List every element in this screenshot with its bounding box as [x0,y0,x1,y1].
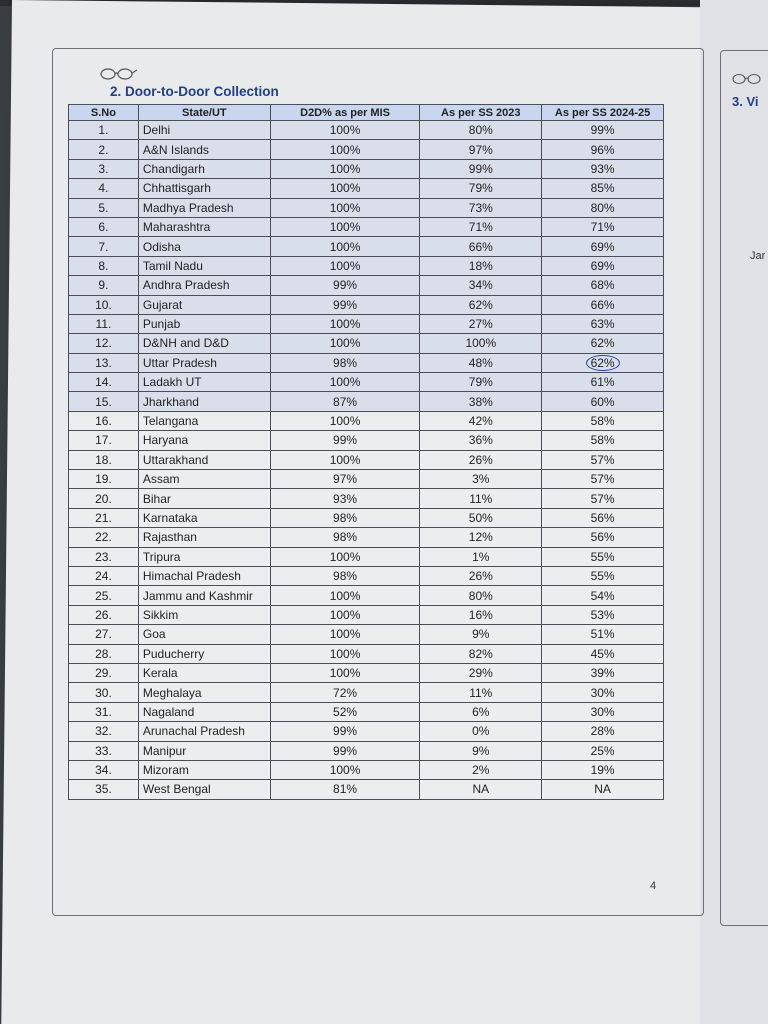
serial-number-cell: 13. [69,353,139,372]
table-row [69,780,664,799]
state-name-cell: Mizoram [138,760,270,779]
mis-percent-cell: 93% [270,489,420,508]
table-row [69,470,664,489]
table-row [69,411,664,430]
adjacent-section-title: 3. Vi [732,94,759,109]
ss2024-percent-cell: 63% [542,314,664,333]
ss2024-percent-cell: 25% [542,741,664,760]
ss2023-percent-cell: 38% [420,392,542,411]
mis-percent-cell: 100% [270,605,420,624]
ss2023-percent-cell: 66% [420,237,542,256]
table-row [69,276,664,295]
table-row [69,722,664,741]
ss2023-percent-cell: NA [420,780,542,799]
state-name-cell: Goa [138,625,270,644]
table-row [69,217,664,236]
ss2024-percent-cell: 57% [542,470,664,489]
state-name-cell: Manipur [138,741,270,760]
serial-number-cell: 22. [69,528,139,547]
mis-percent-cell: 100% [270,159,420,178]
serial-number-cell: 3. [69,159,139,178]
serial-number-cell: 35. [69,780,139,799]
serial-number-cell: 20. [69,489,139,508]
ss2023-percent-cell: 29% [420,663,542,682]
mis-percent-cell: 100% [270,140,420,159]
table-row [69,121,664,140]
mis-percent-cell: 100% [270,217,420,236]
table-row [69,528,664,547]
ss2023-percent-cell: 71% [420,217,542,236]
state-name-cell: Chandigarh [138,159,270,178]
mis-percent-cell: 99% [270,722,420,741]
ss2024-percent-cell: 19% [542,760,664,779]
ss2023-percent-cell: 18% [420,256,542,275]
state-name-cell: Chhattisgarh [138,179,270,198]
table-row [69,431,664,450]
ss2023-percent-cell: 80% [420,121,542,140]
state-name-cell: Maharashtra [138,217,270,236]
state-name-cell: Andhra Pradesh [138,276,270,295]
table-row [69,702,664,721]
serial-number-cell: 21. [69,508,139,527]
serial-number-cell: 17. [69,431,139,450]
state-name-cell: D&NH and D&D [138,334,270,353]
ss2024-percent-cell: 56% [542,508,664,527]
ss2024-percent-cell: 30% [542,683,664,702]
glasses-icon [730,72,766,86]
serial-number-cell: 34. [69,760,139,779]
table-row [69,392,664,411]
mis-percent-cell: 52% [270,702,420,721]
serial-number-cell: 15. [69,392,139,411]
column-header: As per SS 2023 [420,105,542,121]
serial-number-cell: 24. [69,566,139,585]
ss2023-percent-cell: 26% [420,450,542,469]
state-name-cell: Rajasthan [138,528,270,547]
state-name-cell: Karnataka [138,508,270,527]
ss2023-percent-cell: 62% [420,295,542,314]
ss2023-percent-cell: 9% [420,625,542,644]
state-name-cell: Meghalaya [138,683,270,702]
serial-number-cell: 2. [69,140,139,159]
serial-number-cell: 26. [69,605,139,624]
mis-percent-cell: 99% [270,276,420,295]
serial-number-cell: 27. [69,625,139,644]
table-row [69,159,664,178]
ss2023-percent-cell: 6% [420,702,542,721]
serial-number-cell: 5. [69,198,139,217]
mis-percent-cell: 100% [270,198,420,217]
mis-percent-cell: 99% [270,295,420,314]
state-name-cell: Nagaland [138,702,270,721]
ss2024-percent-cell: 93% [542,159,664,178]
table-body [69,121,664,800]
ss2024-percent-cell: 53% [542,605,664,624]
state-name-cell: Himachal Pradesh [138,566,270,585]
table-row [69,625,664,644]
ss2023-percent-cell: 9% [420,741,542,760]
adjacent-page-frame [720,50,768,926]
column-header: State/UT [138,105,270,121]
table-row [69,683,664,702]
ss2024-percent-cell: 55% [542,547,664,566]
hand-drawn-circle: 62% [586,355,620,371]
mis-percent-cell: 99% [270,431,420,450]
ss2023-percent-cell: 11% [420,683,542,702]
ss2023-percent-cell: 79% [420,179,542,198]
table-row [69,605,664,624]
ss2024-percent-cell: 57% [542,489,664,508]
ss2024-percent-cell: 80% [542,198,664,217]
table-row [69,256,664,275]
ss2024-percent-cell: 55% [542,566,664,585]
ss2024-percent-cell: 66% [542,295,664,314]
state-name-cell: Delhi [138,121,270,140]
mis-percent-cell: 100% [270,121,420,140]
state-name-cell: Puducherry [138,644,270,663]
serial-number-cell: 29. [69,663,139,682]
mis-percent-cell: 100% [270,547,420,566]
table-header-row [69,105,664,121]
ss2023-percent-cell: 0% [420,722,542,741]
serial-number-cell: 12. [69,334,139,353]
ss2024-percent-cell: 56% [542,528,664,547]
mis-percent-cell: 72% [270,683,420,702]
ss2024-percent-cell: 85% [542,179,664,198]
ss2023-percent-cell: 26% [420,566,542,585]
ss2023-percent-cell: 73% [420,198,542,217]
table-row [69,566,664,585]
state-name-cell: Tamil Nadu [138,256,270,275]
serial-number-cell: 31. [69,702,139,721]
ss2023-percent-cell: 11% [420,489,542,508]
ss2023-percent-cell: 80% [420,586,542,605]
ss2024-percent-cell: 58% [542,411,664,430]
serial-number-cell: 8. [69,256,139,275]
ss2024-percent-cell: 60% [542,392,664,411]
ss2023-percent-cell: 50% [420,508,542,527]
ss2023-percent-cell: 99% [420,159,542,178]
table-row [69,314,664,333]
table-row [69,353,664,372]
table-row [69,760,664,779]
state-name-cell: Ladakh UT [138,373,270,392]
table-row [69,373,664,392]
mis-percent-cell: 100% [270,760,420,779]
state-name-cell: Sikkim [138,605,270,624]
serial-number-cell: 33. [69,741,139,760]
ss2023-percent-cell: 27% [420,314,542,333]
serial-number-cell: 32. [69,722,139,741]
state-name-cell: Punjab [138,314,270,333]
table-row [69,179,664,198]
state-name-cell: Uttar Pradesh [138,353,270,372]
mis-percent-cell: 98% [270,566,420,585]
serial-number-cell: 18. [69,450,139,469]
d2d-table [68,104,664,800]
serial-number-cell: 19. [69,470,139,489]
table-row [69,508,664,527]
table-row [69,586,664,605]
mis-percent-cell: 100% [270,237,420,256]
ss2024-percent-cell [542,353,664,372]
ss2024-percent-cell: 99% [542,121,664,140]
ss2023-percent-cell: 48% [420,353,542,372]
column-header: D2D% as per MIS [270,105,420,121]
state-name-cell: Telangana [138,411,270,430]
mis-percent-cell: 98% [270,353,420,372]
ss2024-percent-cell: 28% [542,722,664,741]
ss2023-percent-cell: 1% [420,547,542,566]
mis-percent-cell: 97% [270,470,420,489]
ss2024-percent-cell: 39% [542,663,664,682]
mis-percent-cell: 100% [270,256,420,275]
mis-percent-cell: 100% [270,663,420,682]
serial-number-cell: 14. [69,373,139,392]
adjacent-text-snippet: Jar [750,250,766,262]
mis-percent-cell: 81% [270,780,420,799]
ss2023-percent-cell: 34% [420,276,542,295]
ss2023-percent-cell: 79% [420,373,542,392]
ss2024-percent-cell: 69% [542,256,664,275]
mis-percent-cell: 100% [270,411,420,430]
table-row [69,450,664,469]
ss2024-percent-cell: 61% [542,373,664,392]
ss2024-percent-cell: 54% [542,586,664,605]
ss2024-percent-cell: 58% [542,431,664,450]
page-number: 4 [650,880,657,892]
table-row [69,489,664,508]
table-row [69,237,664,256]
ss2024-percent-cell: 68% [542,276,664,295]
table-row [69,547,664,566]
state-name-cell: Arunachal Pradesh [138,722,270,741]
table-row [69,644,664,663]
column-header: S.No [69,105,139,121]
table-row [69,140,664,159]
state-name-cell: West Bengal [138,780,270,799]
state-name-cell: Madhya Pradesh [138,198,270,217]
ss2023-percent-cell: 16% [420,605,542,624]
state-name-cell: Odisha [138,237,270,256]
mis-percent-cell: 100% [270,586,420,605]
section-title: 2. Door-to-Door Collection [110,84,279,99]
ss2024-percent-cell: 96% [542,140,664,159]
mis-percent-cell: 87% [270,392,420,411]
ss2024-percent-cell: 45% [542,644,664,663]
mis-percent-cell: 100% [270,314,420,333]
table-row [69,741,664,760]
column-header: As per SS 2024-25 [542,105,664,121]
table-row [69,663,664,682]
ss2024-percent-cell: NA [542,780,664,799]
mis-percent-cell: 100% [270,644,420,663]
serial-number-cell: 7. [69,237,139,256]
mis-percent-cell: 99% [270,741,420,760]
state-name-cell: Bihar [138,489,270,508]
ss2023-percent-cell: 42% [420,411,542,430]
serial-number-cell: 16. [69,411,139,430]
serial-number-cell: 6. [69,217,139,236]
serial-number-cell: 23. [69,547,139,566]
state-name-cell: Kerala [138,663,270,682]
ss2023-percent-cell: 97% [420,140,542,159]
ss2024-percent-cell: 30% [542,702,664,721]
ss2024-percent-cell: 62% [542,334,664,353]
table-row [69,198,664,217]
ss2024-percent-cell: 51% [542,625,664,644]
serial-number-cell: 11. [69,314,139,333]
serial-number-cell: 30. [69,683,139,702]
serial-number-cell: 10. [69,295,139,314]
table-row [69,334,664,353]
ss2024-percent-cell: 57% [542,450,664,469]
state-name-cell: Jammu and Kashmir [138,586,270,605]
glasses-icon [98,66,138,82]
ss2023-percent-cell: 3% [420,470,542,489]
serial-number-cell: 28. [69,644,139,663]
state-name-cell: Assam [138,470,270,489]
serial-number-cell: 4. [69,179,139,198]
state-name-cell: A&N Islands [138,140,270,159]
serial-number-cell: 9. [69,276,139,295]
ss2023-percent-cell: 100% [420,334,542,353]
ss2024-percent-cell: 69% [542,237,664,256]
state-name-cell: Jharkhand [138,392,270,411]
mis-percent-cell: 98% [270,528,420,547]
ss2023-percent-cell: 36% [420,431,542,450]
state-name-cell: Tripura [138,547,270,566]
mis-percent-cell: 100% [270,179,420,198]
ss2024-percent-cell: 71% [542,217,664,236]
serial-number-cell: 25. [69,586,139,605]
ss2023-percent-cell: 82% [420,644,542,663]
mis-percent-cell: 98% [270,508,420,527]
mis-percent-cell: 100% [270,373,420,392]
mis-percent-cell: 100% [270,450,420,469]
table-row [69,295,664,314]
mis-percent-cell: 100% [270,625,420,644]
state-name-cell: Gujarat [138,295,270,314]
ss2023-percent-cell: 2% [420,760,542,779]
ss2023-percent-cell: 12% [420,528,542,547]
serial-number-cell: 1. [69,121,139,140]
mis-percent-cell: 100% [270,334,420,353]
state-name-cell: Haryana [138,431,270,450]
state-name-cell: Uttarakhand [138,450,270,469]
